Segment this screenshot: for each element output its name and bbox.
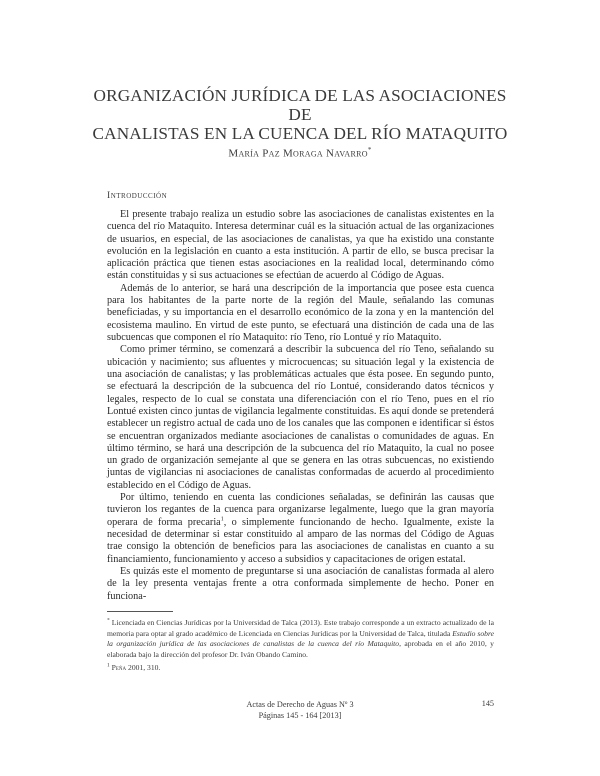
footnote-1-marker: 1: [107, 662, 110, 669]
article-title: [90, 86, 510, 143]
paragraph-2: Además de lo anterior, se hará una descripción de la importancia que posee esta cuenca para los habitantes de la parte norte de la región del Maule, señalando las comunas beneficiadas, y su importancia en el desarrollo económico de la zona y en la mantención del ecosistema maulino. En virtud de este punto, se efectuará una distinción de cada una de las subcuencas que componen el río Mataquito: río Teno, río Lontué y río Mataquito.: [107, 282, 494, 344]
author-name: María Paz Moraga Navarro: [228, 147, 368, 160]
section-heading: Introducción: [107, 190, 168, 201]
paragraph-3: Como primer término, se comenzará a describir la subcuenca del río Teno, señalando su ubicación y nacimiento; sus afluentes y microcuencas; su situación legal y la existencia de una asociación de canalistas; y las problemáticas actuales que ésta posee. En segundo punto, se efectuará la descripción de la subcuenca del río Lontué, considerando datos técnicos y legales, respecto de lo cual se constata una diferenciación con el río Teno, pues en el río Lontué existen cinco juntas de vigilancia legalmente constituidas. Es aquí donde se pretenderá establecer un registro actual de cada uno de los canales que las componen e identificar si éstos se encuentran organizados mediante asociaciones de canalistas o comunidades de aguas. En último término, se hará una descripción de la subcuenca del río Mataquito, la cual no posee un grado de organización semejante al que se genera en las otras subcuencas, no existiendo juntas de vigilancias ni asociaciones de canalistas conformadas de acuerdo al procedimiento establecido en el Código de Aguas.: [107, 344, 494, 491]
paragraph-4: [107, 492, 494, 566]
footnote-author-marker: *: [107, 617, 110, 624]
author-byline: [100, 146, 500, 160]
body-text: [107, 209, 494, 603]
footnote-1: [107, 663, 494, 674]
paragraph-1: El presente trabajo realiza un estudio sobre las asociaciones de canalistas existentes en la cuenca del río Mataquito. Interesa determinar cuál es la situación actual de las organizaciones de usuarios, en especial, de las asociaciones de canalistas, ya que ha existido una constante evolución en la legislación en cuanto a esta institución. A partir de ello, se busca precisar la aplicación práctica que tienen estas asociaciones en la realidad local, determinando cómo están constituidas y si sus actuaciones se efectúan de acuerdo al Código de Aguas.: [107, 209, 494, 282]
journal-footer: [150, 699, 450, 721]
author-footnote-marker: *: [367, 146, 372, 154]
footnote-divider: [107, 611, 173, 612]
footnote-1-text: 2001, 310.: [126, 663, 161, 672]
footnote-1-author: Peña: [111, 663, 127, 672]
footnotes: [107, 618, 494, 677]
paragraph-4-text-after: , o simplemente funcionando de hecho. Igualmente, existe la necesidad de determinar si estar constituido al amparo de las normas del Código de Aguas trae consigo la obtención de beneficios para las asociaciones de canalistas en cuanto a su financiamiento, funcionamiento y acceso a subsidios y capacitaciones de origen estatal.: [107, 516, 495, 565]
footnote-author-thesis-title: Estudio sobre la organización jurídica de las asociaciones de canalistas de la cuenca del río Mataquito: [107, 628, 494, 648]
footnote-author: [107, 618, 494, 660]
paragraph-5: Es quizás este el momento de preguntarse si una asociación de canalistas formada al alero de la ley presenta ventajas frente a otra conformada simplemente de hecho. Poner en funciona-: [107, 565, 494, 602]
footnote-ref-1: 1: [220, 516, 224, 523]
paragraph-4-text-before: Por último, teniendo en cuenta las condiciones señaladas, se definirán las causas que tuvieron los regantes de la cuenca para organizarse legalmente, luego que la gran mayoría operara de forma precaria: [107, 492, 494, 528]
page-number: 145: [481, 699, 494, 708]
journal-pages: Páginas 145 - 164 [2013]: [258, 711, 342, 720]
footnote-author-text-after: , aprobada en el año 2010, y elaborada bajo la dirección del profesor Dr. Iván Obando Camino.: [107, 639, 494, 659]
footnote-author-text-before: Licenciada en Ciencias Jurídicas por la Universidad de Talca (2013). Este trabajo corresponde a un extracto actualizado de la memoria para optar al grado académico de Licenciada en Ciencias Jurídicas por la Universidad de Talca, titulada: [107, 618, 494, 638]
article-title-line-1: ORGANIZACIÓN JURÍDICA DE LAS ASOCIACIONES DE: [93, 86, 507, 124]
article-title-line-2: CANALISTAS EN LA CUENCA DEL RÍO MATAQUITO: [92, 124, 508, 143]
journal-name: Actas de Derecho de Aguas Nº 3: [246, 700, 354, 709]
